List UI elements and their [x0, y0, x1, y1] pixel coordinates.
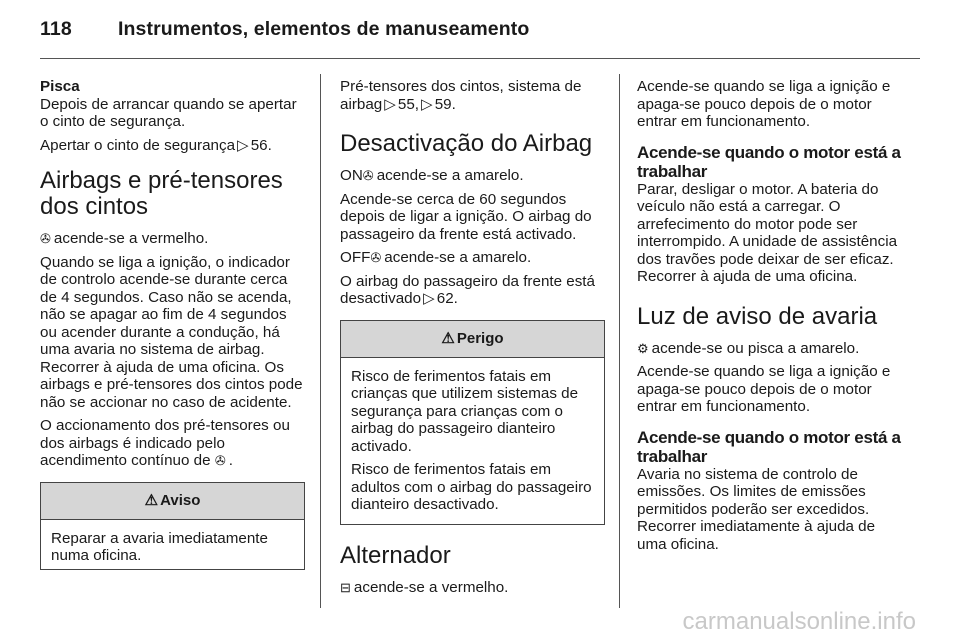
perigo-box: [340, 320, 605, 525]
aviso-box-title: [41, 483, 304, 520]
page-number: 118: [40, 18, 72, 40]
page-title: Instrumentos, elementos de manuseamento: [118, 18, 530, 40]
subheading-motor-trabalhar-1: Acende-se quando o motor está a trabalhar: [637, 142, 901, 181]
alternador-paragraph: Acende-se quando se liga a ignição e apaga-se pouco depois de o motor entrar em funcionamento.: [637, 78, 891, 130]
pretensores-text: Pré-tensores dos cintos, sistema de airbag: [340, 78, 582, 113]
off-text: acende-se a amarelo.: [384, 249, 532, 266]
page-ref: 59.: [434, 95, 456, 113]
heading-airbags: Airbags e pré-tensores dos cintos: [40, 167, 283, 220]
watermark: carmanualsonline.info: [682, 608, 916, 635]
airbag-paragraph-1: Quando se liga a ignição, o indicador de controlo acende-se durante cerca de 4 segundos. Caso não se acenda, não se apagar ao fim de 4 segundos ou acender durante a condução, há uma avaria no sistema de airbag. Recorrer à ajuda de uma oficina. Os airbags e pré-tensores dos cintos pode não se accionar no caso de acidente.: [40, 253, 303, 411]
airbag-paragraph-2-text: O accionamento dos pré-tensores ou dos airbags é indicado pelo acendimento contínuo de: [40, 417, 290, 469]
column-1: [40, 78, 305, 580]
column-divider-2: [619, 74, 620, 608]
heading-luz-aviso: Luz de aviso de avaria: [637, 302, 878, 330]
battery-icon: ⊟: [340, 579, 351, 595]
perigo-text-2: Risco de ferimentos fatais em adultos com o airbag do passageiro dianteiro desactivado.: [351, 461, 592, 513]
subheading-motor-trabalhar-2: Acende-se quando o motor está a trabalhar: [637, 427, 901, 466]
perigo-title-text: Perigo: [456, 329, 504, 347]
engine-icon: ⚙: [637, 340, 649, 356]
reference-arrow-icon: ▷: [237, 136, 249, 154]
off-indicator-line: [340, 249, 605, 267]
airbag-indicator-line: [40, 230, 305, 248]
aviso-title-text: Aviso: [160, 491, 201, 509]
page-header: [40, 18, 529, 41]
perigo-text-1: Risco de ferimentos fatais em crianças que utilizem sistemas de segurança para crianças com o airbag do passageiro dianteiro activado.: [351, 367, 579, 455]
column-divider-1: [320, 74, 321, 608]
reference-arrow-icon: ▷: [421, 95, 433, 113]
airbag-indicator-text: acende-se a vermelho.: [53, 230, 209, 247]
alternador-text: acende-se a vermelho.: [353, 578, 509, 596]
desact-paragraph-1: Acende-se cerca de 60 segundos depois de ligar a ignição. O airbag do passageiro da frente está activado.: [340, 190, 592, 243]
airbag-paragraph-2-end: .: [228, 452, 233, 469]
column-2: [340, 78, 605, 602]
heading-desactivacao: Desactivação do Airbag: [340, 130, 593, 157]
on-text: acende-se a amarelo.: [376, 167, 524, 184]
desact-paragraph-2-text: O airbag do passageiro da frente está desactivado: [340, 272, 595, 307]
page-ref: 56.: [250, 136, 272, 154]
aviso-box: [40, 482, 305, 570]
luz-indicator-line: [637, 340, 905, 358]
perigo-box-body: [341, 358, 604, 524]
motor-trabalhar-text-1: Parar, desligar o motor. A bateria do veículo não está a carregar. O arrefecimento do motor pode ser interrompido. A unidade de assistência dos travões pode deixar de ser eficaz. Recorrer à ajuda de uma oficina.: [637, 180, 898, 285]
seatbelt-person-icon: ✇: [40, 231, 51, 246]
airbag-off-icon: ✇: [370, 250, 382, 265]
header-divider: [40, 58, 920, 59]
desact-paragraph-2: [340, 273, 605, 308]
aviso-box-body: Reparar a avaria imediatamente numa oficina.: [51, 529, 268, 564]
off-label: OFF: [340, 249, 371, 266]
apertar-paragraph: [40, 137, 305, 155]
pretensores-paragraph: [340, 78, 605, 113]
heading-alternador: Alternador: [340, 541, 451, 569]
warning-triangle-icon: ⚠: [441, 329, 455, 347]
perigo-box-title: [341, 321, 604, 358]
luz-text: acende-se ou pisca a amarelo.: [651, 339, 860, 357]
seatbelt-person-icon: ✇: [214, 453, 226, 468]
airbag-on-icon: ✇: [362, 168, 374, 183]
pisca-text: Depois de arrancar quando se apertar o cinto de segurança.: [40, 95, 297, 130]
on-label: ON: [340, 167, 363, 184]
reference-arrow-icon: ▷: [423, 290, 435, 307]
page-ref: 55,: [397, 95, 420, 113]
airbag-paragraph-2: [40, 417, 305, 470]
reference-arrow-icon: ▷: [384, 95, 396, 113]
page-ref: 62.: [436, 290, 458, 307]
luz-paragraph: Acende-se quando se liga a ignição e apaga-se pouco depois de o motor entrar em funcionamento.: [637, 363, 891, 415]
column-3: [637, 78, 905, 559]
pisca-label: Pisca: [40, 78, 80, 95]
apertar-text: Apertar o cinto de segurança: [40, 136, 236, 154]
motor-trabalhar-text-2: Avaria no sistema de controlo de emissões. Os limites de emissões permitidos poderão ser excedidos. Recorrer imediatamente à ajuda de uma oficina.: [637, 465, 876, 553]
alternador-line: [340, 579, 605, 597]
warning-triangle-icon: ⚠: [144, 491, 159, 509]
on-indicator-line: [340, 167, 605, 185]
